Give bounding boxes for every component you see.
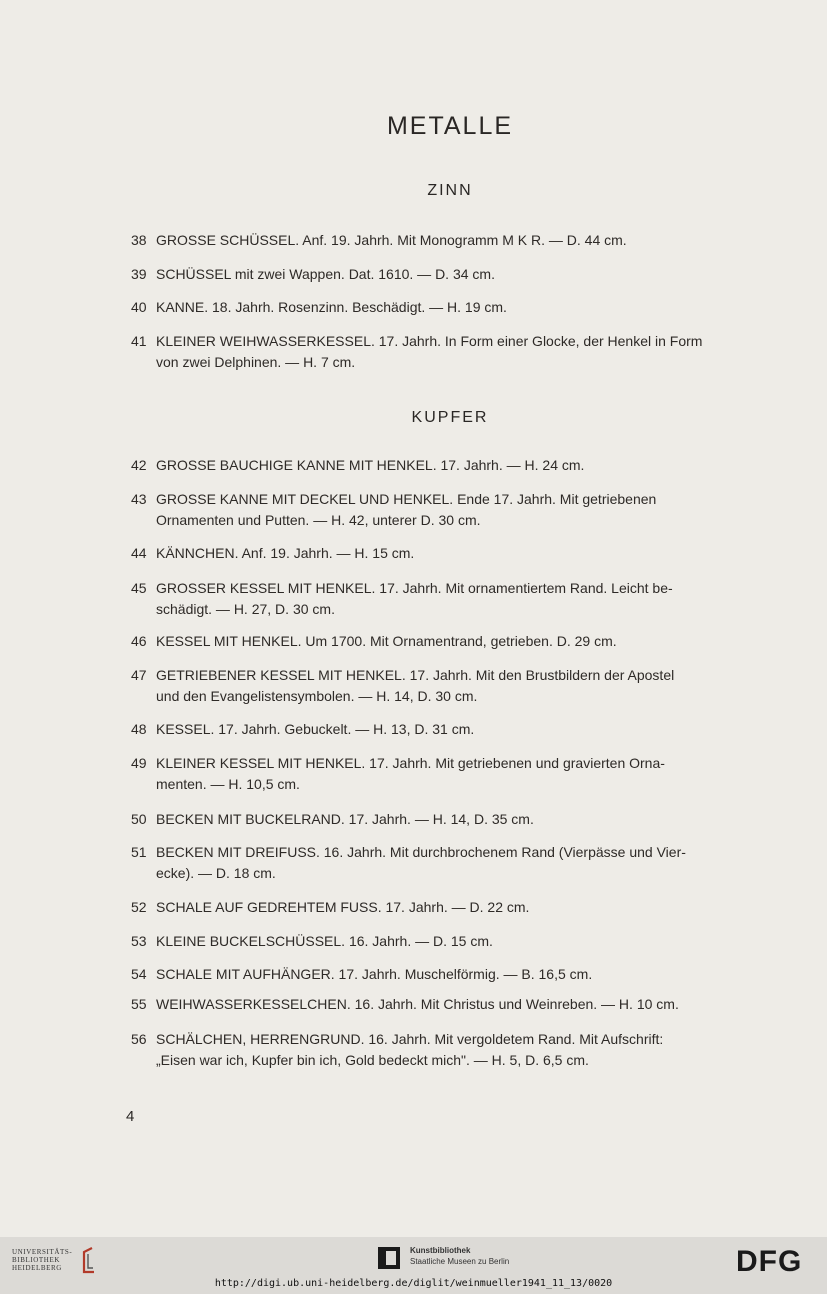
entry-number: 55	[131, 996, 147, 1012]
entry-line: GROSSE SCHÜSSEL. Anf. 19. Jahrh. Mit Monogramm M K R. — D. 44 cm.	[156, 232, 627, 248]
entry-number: 42	[131, 457, 147, 473]
entry-text	[156, 578, 781, 620]
page-number: 4	[126, 1108, 135, 1125]
entry-text	[156, 665, 781, 707]
entry-line: KANNE. 18. Jahrh. Rosenzinn. Beschädigt. — H. 19 cm.	[156, 299, 507, 315]
entry-text	[156, 297, 781, 318]
entry-line: KESSEL MIT HENKEL. Um 1700. Mit Ornamentrand, getrieben. D. 29 cm.	[156, 633, 617, 649]
entry-text	[156, 331, 781, 373]
section-heading-kupfer: KUPFER	[411, 409, 489, 426]
catalog-entry	[131, 455, 781, 476]
catalog-entry	[131, 230, 781, 251]
entry-text	[156, 964, 781, 985]
entry-number: 43	[131, 491, 147, 507]
catalog-entry	[131, 931, 781, 952]
entry-line: menten. — H. 10,5 cm.	[156, 776, 300, 792]
entry-number: 49	[131, 755, 147, 771]
entry-number: 45	[131, 580, 147, 596]
entry-line: von zwei Delphinen. — H. 7 cm.	[156, 354, 356, 370]
entry-line: KESSEL. 17. Jahrh. Gebuckelt. — H. 13, D. 31 cm.	[156, 721, 475, 737]
entry-line: Ornamenten und Putten. — H. 42, unterer D. 30 cm.	[156, 512, 481, 528]
entry-text	[156, 489, 781, 531]
entry-text	[156, 230, 781, 251]
entry-line: KLEINE BUCKELSCHÜSSEL. 16. Jahrh. — D. 15 cm.	[156, 933, 493, 949]
kunstbibliothek-text: Kunstbibliothek Staatliche Museen zu Berlin	[410, 1246, 510, 1266]
catalog-entry	[131, 897, 781, 918]
entry-text	[156, 631, 781, 652]
catalog-entry	[131, 331, 781, 373]
entry-text	[156, 719, 781, 740]
entry-text	[156, 455, 781, 476]
entry-number: 44	[131, 545, 147, 561]
entry-line: schädigt. — H. 27, D. 30 cm.	[156, 601, 335, 617]
entry-number: 51	[131, 844, 147, 860]
entry-line: GROSSE BAUCHIGE KANNE MIT HENKEL. 17. Jahrh. — H. 24 cm.	[156, 457, 585, 473]
entry-number: 56	[131, 1031, 147, 1047]
entry-line: GROSSE KANNE MIT DECKEL UND HENKEL. Ende 17. Jahrh. Mit getriebenen	[156, 491, 657, 507]
entry-line: SCHALE MIT AUFHÄNGER. 17. Jahrh. Muschelförmig. — B. 16,5 cm.	[156, 966, 593, 982]
entry-number: 40	[131, 299, 147, 315]
entry-line: SCHALE AUF GEDREHTEM FUSS. 17. Jahrh. — D. 22 cm.	[156, 899, 530, 915]
catalog-entry	[131, 809, 781, 830]
catalog-entry	[131, 1029, 781, 1071]
university-seal-icon	[78, 1246, 98, 1274]
entry-number: 41	[131, 333, 147, 349]
entry-line: BECKEN MIT DREIFUSS. 16. Jahrh. Mit durchbrochenem Rand (Vierpässe und Vier-	[156, 844, 686, 860]
entry-line: SCHÜSSEL mit zwei Wappen. Dat. 1610. — D. 34 cm.	[156, 266, 495, 282]
entry-number: 54	[131, 966, 147, 982]
entry-text	[156, 931, 781, 952]
entry-line: ecke). — D. 18 cm.	[156, 865, 276, 881]
catalog-entry	[131, 297, 781, 318]
entry-text	[156, 753, 781, 795]
entry-number: 48	[131, 721, 147, 737]
catalog-entry	[131, 964, 781, 985]
entry-number: 46	[131, 633, 147, 649]
footer-bar	[0, 1237, 827, 1294]
kunstbibliothek-icon	[378, 1247, 400, 1269]
entry-line: KÄNNCHEN. Anf. 19. Jahrh. — H. 15 cm.	[156, 545, 415, 561]
page-title: METALLE	[386, 112, 514, 140]
entry-text	[156, 543, 781, 564]
kunstbibliothek-logo[interactable]	[378, 1245, 518, 1273]
catalog-entry	[131, 578, 781, 620]
university-library-text: UNIVERSITÄTS- BIBLIOTHEK HEIDELBERG	[12, 1248, 73, 1272]
entry-text	[156, 809, 781, 830]
entry-text	[156, 264, 781, 285]
entry-line: KLEINER KESSEL MIT HENKEL. 17. Jahrh. Mit getriebenen und gravierten Orna-	[156, 755, 665, 771]
entry-text	[156, 1029, 781, 1071]
catalog-entry	[131, 543, 781, 564]
section-heading-zinn: ZINN	[427, 182, 473, 199]
entry-number: 53	[131, 933, 147, 949]
catalog-entry	[131, 264, 781, 285]
catalog-entry	[131, 753, 781, 795]
entry-line: „Eisen war ich, Kupfer bin ich, Gold bedeckt mich". — H. 5, D. 6,5 cm.	[156, 1052, 589, 1068]
entry-number: 52	[131, 899, 147, 915]
entry-line: und den Evangelistensymbolen. — H. 14, D. 30 cm.	[156, 688, 478, 704]
entry-line: KLEINER WEIHWASSERKESSEL. 17. Jahrh. In Form einer Glocke, der Henkel in Form	[156, 333, 703, 349]
entry-text	[156, 994, 781, 1015]
source-url[interactable]: http://digi.ub.uni-heidelberg.de/diglit/weinmueller1941_11_13/0020	[214, 1278, 613, 1289]
entry-text	[156, 897, 781, 918]
catalog-entry	[131, 842, 781, 884]
entry-line: BECKEN MIT BUCKELRAND. 17. Jahrh. — H. 14, D. 35 cm.	[156, 811, 534, 827]
entry-text	[156, 842, 781, 884]
entry-line: GETRIEBENER KESSEL MIT HENKEL. 17. Jahrh. Mit den Brustbildern der Apostel	[156, 667, 675, 683]
entry-line: GROSSER KESSEL MIT HENKEL. 17. Jahrh. Mit ornamentiertem Rand. Leicht be-	[156, 580, 673, 596]
entry-number: 50	[131, 811, 147, 827]
entry-line: SCHÄLCHEN, HERRENGRUND. 16. Jahrh. Mit vergoldetem Rand. Mit Aufschrift:	[156, 1031, 664, 1047]
catalog-entry	[131, 631, 781, 652]
entry-number: 39	[131, 266, 147, 282]
entry-number: 47	[131, 667, 147, 683]
catalog-entry	[131, 489, 781, 531]
university-library-logo[interactable]	[12, 1246, 102, 1280]
entry-line: WEIHWASSERKESSELCHEN. 16. Jahrh. Mit Christus und Weinreben. — H. 10 cm.	[156, 996, 679, 1012]
catalog-entry	[131, 665, 781, 707]
dfg-logo[interactable]: DFG	[736, 1245, 803, 1278]
catalog-entry	[131, 719, 781, 740]
catalog-entry	[131, 994, 781, 1015]
entry-number: 38	[131, 232, 147, 248]
